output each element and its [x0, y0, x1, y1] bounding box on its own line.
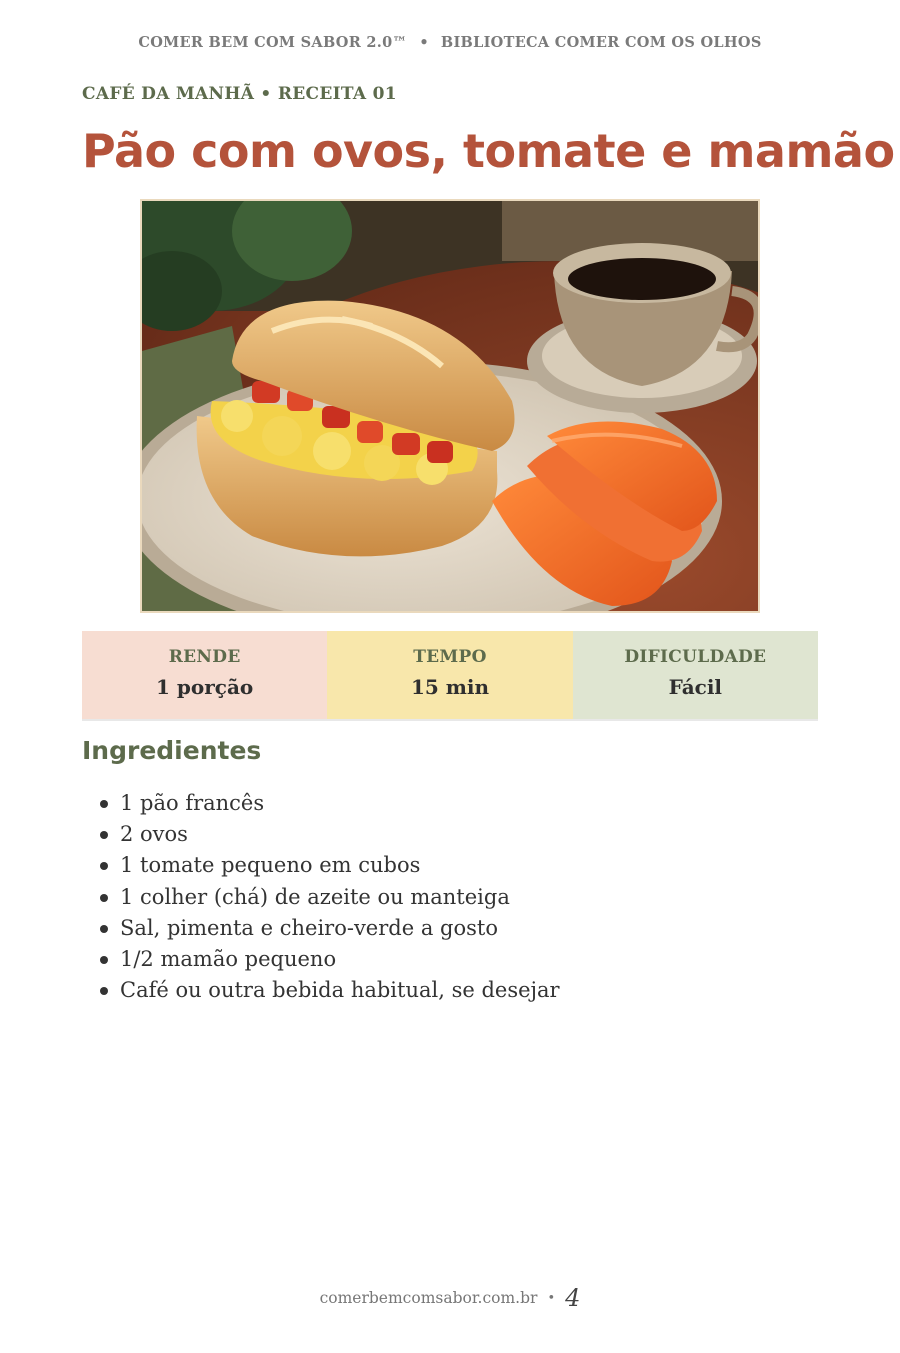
- running-header: [0, 34, 900, 51]
- list-item: [82, 850, 560, 881]
- stat-value: Fácil: [668, 675, 723, 699]
- stat-label: TEMPO: [413, 647, 487, 667]
- recipe-kicker: CAFÉ DA MANHÃ • RECEITA 01: [82, 84, 397, 104]
- header-separator: •: [419, 34, 429, 51]
- list-item: [82, 788, 560, 819]
- brand-name: COMER BEM COM SABOR 2.0™: [138, 34, 408, 51]
- stat-value: 15 min: [410, 675, 490, 699]
- ingredient-text: Café ou outra bebida habitual, se desejar: [120, 978, 560, 1003]
- ingredient-text: 2 ovos: [120, 822, 188, 847]
- library-name: BIBLIOTECA COMER COM OS OLHOS: [440, 34, 762, 51]
- list-item: [82, 819, 560, 850]
- recipe-photo: [140, 199, 760, 613]
- ingredients-heading: Ingredientes: [82, 736, 262, 765]
- ingredient-text: 1/2 mamão pequeno: [120, 947, 337, 972]
- bullet-icon: [100, 862, 108, 870]
- list-item: [82, 975, 560, 1006]
- stat-value: 1 porção: [156, 675, 254, 699]
- ingredient-text: 1 colher (chá) de azeite ou manteiga: [120, 884, 510, 909]
- stat-label: DIFICULDADE: [624, 647, 767, 667]
- bullet-icon: [100, 987, 108, 995]
- bullet-icon: [100, 894, 108, 902]
- bullet-icon: [100, 956, 108, 964]
- list-item: [82, 913, 560, 944]
- list-item: [82, 944, 560, 975]
- page-footer: [0, 1284, 900, 1312]
- ingredient-text: Sal, pimenta e cheiro-verde a gosto: [120, 915, 498, 940]
- ingredient-text: 1 pão francês: [120, 791, 265, 815]
- list-item: [82, 882, 560, 913]
- stat-difficulty: [573, 631, 818, 719]
- ingredient-text: 1 tomate pequeno em cubos: [120, 853, 421, 878]
- stat-time: [327, 631, 572, 719]
- recipe-stats: [82, 631, 818, 721]
- stat-label: RENDE: [168, 647, 241, 667]
- ingredients-list: [82, 788, 560, 1006]
- bullet-icon: [100, 831, 108, 839]
- page-number: 4: [565, 1284, 581, 1312]
- stat-yield: [82, 631, 327, 719]
- footer-separator: •: [547, 1290, 556, 1306]
- recipe-title: Pão com ovos, tomate e mamão: [82, 124, 895, 178]
- bullet-icon: [100, 800, 108, 808]
- bullet-icon: [100, 925, 108, 933]
- footer-site-link[interactable]: comerbemcomsabor.com.br: [319, 1289, 538, 1307]
- recipe-photo-illustration: [142, 201, 758, 611]
